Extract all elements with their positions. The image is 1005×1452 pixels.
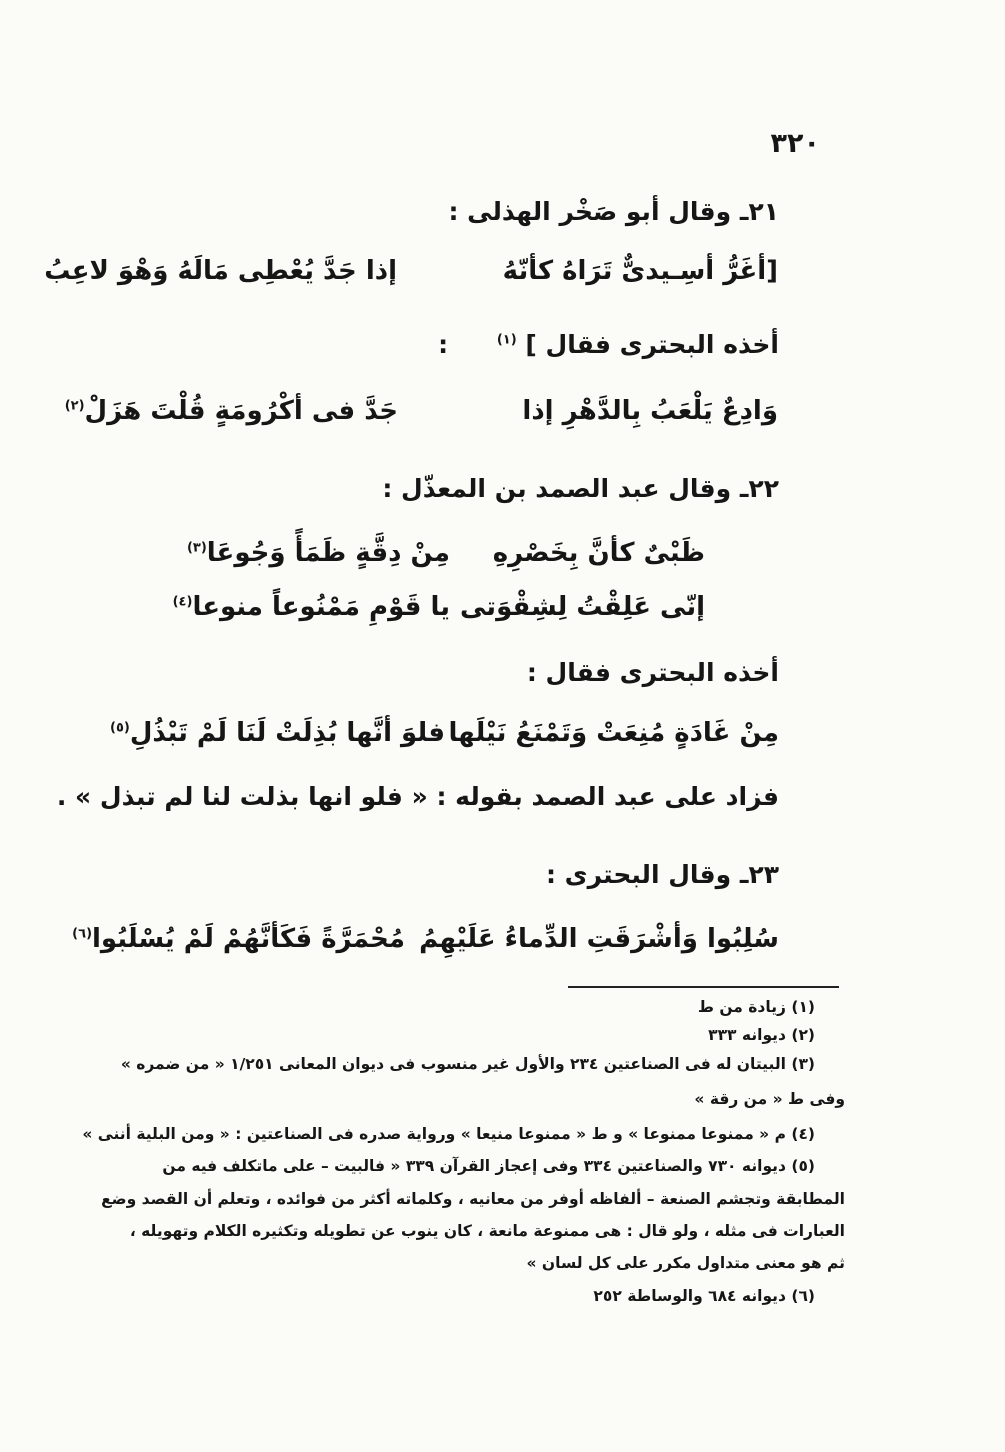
footnote-3-cont: وفى ط « من رقة » <box>694 1090 845 1108</box>
hemistich-text: جَدَّ فى أكْرُومَةٍ قُلْتَ هَزَلْ <box>84 396 398 426</box>
footnote-2: (٢) ديوانه ٣٣٣ <box>708 1026 815 1044</box>
verse-first-hemistich: ظَبْىٌ كأنَّ بِخَصْرِهِ <box>492 538 705 568</box>
verse-second-hemistich <box>110 718 445 748</box>
footnote-3: (٣) البيتان له فى الصناعتين ٢٣٤ والأول غير منسوب فى ديوان المعانى ١/٢٥١ « من ضمره » <box>120 1055 815 1073</box>
page-number: ٣٢٠ <box>770 128 820 159</box>
section-22-intro: أخذه البحترى فقال : <box>526 658 779 687</box>
verse-first-hemistich: مِنْ غَادَةٍ مُنِعَتْ وَتَمْنَعُ نَيْلَها <box>448 718 779 748</box>
footnote-ref-1: (١) <box>496 332 517 348</box>
hemistich-text: مُحْمَرَّةً فَكَأنَّهُمْ لَمْ يُسْلَبُوا <box>92 924 405 954</box>
intro-text: أخذه البحترى فقال ] <box>525 330 779 359</box>
verse-second-hemistich <box>72 924 405 954</box>
hemistich-text: يا قَوْمِ مَمْنُوعاً منوعا <box>192 592 450 622</box>
section-23-heading: ٢٣ـ وقال البحترى : <box>545 860 779 889</box>
footnote-ref-4: (٤) <box>172 594 193 610</box>
footnote-ref-2: (٢) <box>64 398 85 414</box>
hemistich-text: مِنْ دِقَّةٍ ظَمَأً وَجُوعَا <box>206 538 450 568</box>
verse-first-hemistich: سُلِبُوا وَأشْرَقَتِ الدِّماءُ عَلَيْهِمُ <box>419 924 779 954</box>
footnote-5-cont-1: المطابقة وتجشم الصنعة – ألفاظه أوفر من معانيه ، وكلماته أكثر من فوائده ، وتعلم أن القصد وضع <box>101 1190 845 1208</box>
verse-first-hemistich: وَادِعٌ يَلْعَبُ بِالدَّهْرِ إذا <box>522 396 778 426</box>
footnote-divider <box>568 986 839 988</box>
verse-second-hemistich <box>65 396 398 426</box>
footnote-ref-3: (٣) <box>186 540 207 556</box>
footnote-ref-6: (٦) <box>72 926 93 942</box>
footnote-5-cont-3: ثم هو معنى متداول مكرر على كل لسان » <box>526 1254 845 1272</box>
verse-first-hemistich: [أغَرُّ أسِـيدىٌّ تَرَاهُ كأنّهُ <box>502 256 778 286</box>
verse-second-hemistich <box>173 592 450 622</box>
footnote-6: (٦) ديوانه ٦٨٤ والوساطة ٢٥٢ <box>593 1287 815 1305</box>
section-22-heading: ٢٢ـ وقال عبد الصمد بن المعذّل : <box>382 474 779 503</box>
footnote-5: (٥) ديوانه ٧٣٠ والصناعتين ٣٣٤ وفى إعجاز القرآن ٣٣٩ « فالبيت – على ماتكلف فيه من <box>162 1157 815 1175</box>
section-21-heading: ٢١ـ وقال أبو صَخْر الهذلى : <box>448 197 779 226</box>
hemistich-text: فلوَ أنَّها بُذِلَتْ لَنَا لَمْ تَبْذُلِ <box>129 718 445 748</box>
section-22-comment: فزاد على عبد الصمد بقوله : « فلو انها بذلت لنا لم تبذل » . <box>56 782 779 811</box>
footnote-1: (١) زيادة من ط <box>697 998 815 1016</box>
intro-colon: : <box>438 330 449 359</box>
footnote-ref-5: (٥) <box>110 720 130 736</box>
section-21-intro <box>438 330 779 359</box>
footnote-5-cont-2: العبارات فى مثله ، ولو قال : هى ممنوعة مانعة ، كان ينوب عن تطويله وتكثيره الكلام وتهويله ، <box>129 1222 845 1240</box>
footnote-4: (٤) م « ممنوعا ممنوعا » و ط « ممنوعا منيعا » ورواية صدره فى الصناعتين : « ومن البلية أننى » <box>82 1125 815 1143</box>
verse-second-hemistich <box>187 538 450 568</box>
verse-first-hemistich: إنّى عَلِقْتُ لِشِقْوَتى <box>460 592 705 622</box>
verse-second-hemistich: إذا جَدَّ يُعْطِى مَالَهُ وَهْوَ لاعِبُ <box>44 256 397 286</box>
